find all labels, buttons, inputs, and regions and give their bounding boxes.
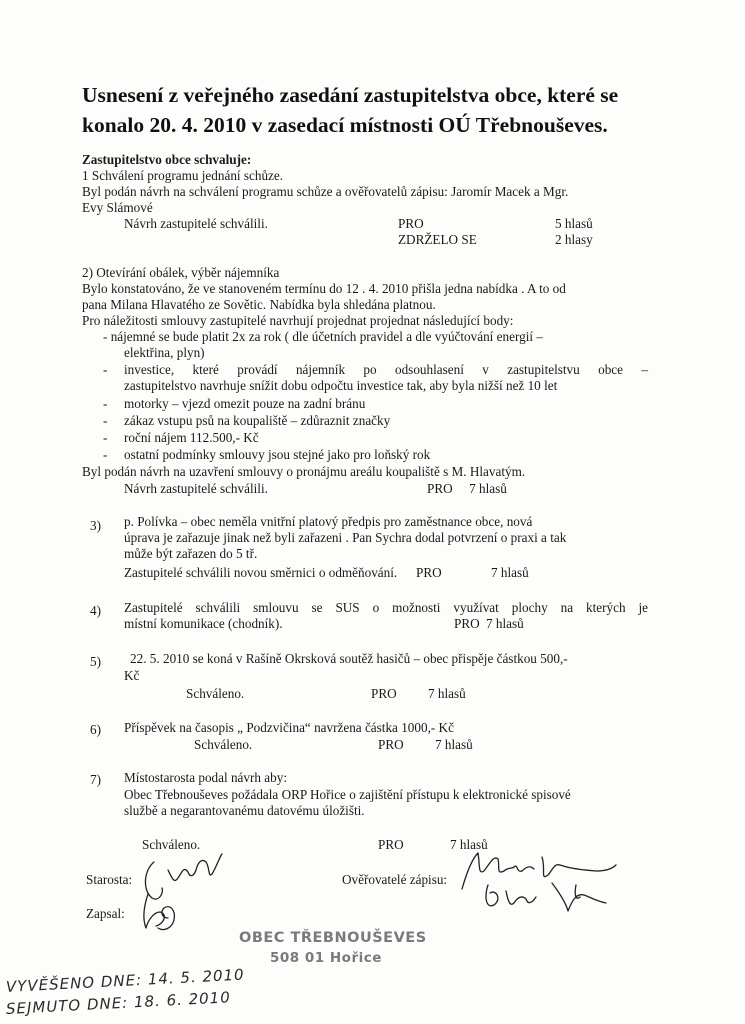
- item2-bullet-5: roční nájem 112.500,- Kč: [124, 430, 259, 445]
- item3-line2: úprava je zařazuje jinak než byli zařazeni . Pan Sychra dodal potvrzení o praxi a tak: [124, 530, 567, 545]
- item4-vote-label: PRO: [454, 616, 480, 631]
- item1-vote-pro-value: 5 hlasů: [555, 216, 593, 231]
- item2-bullet-4: zákaz vstupu psů na koupaliště – zdůraznit značky: [124, 413, 391, 428]
- bullet-dash: -: [103, 430, 108, 445]
- item3-vote-label: PRO: [416, 565, 442, 580]
- item6-vote-value: 7 hlasů: [435, 737, 473, 752]
- item2-line1: Bylo konstatováno, že ve stanoveném termínu do 12 . 4. 2010 přišla jedna nabídka . A to od: [82, 281, 566, 296]
- item2-vote: PRO 7 hlasů: [427, 481, 507, 496]
- item5-vote-label: PRO: [371, 686, 397, 701]
- item4-number: 4): [90, 603, 101, 618]
- mayor-label: Starosta:: [86, 872, 133, 887]
- item7-vote-label: PRO: [378, 837, 404, 852]
- item4-line1: Zastupitelé schválili smlouvu se SUS o možnosti využívat plochy na kterých je: [124, 600, 648, 615]
- verifiers-label: Ověřovatelé zápisu:: [342, 872, 448, 887]
- handwritten-removed-date: SEJMUTO DNE: 18. 6. 2010: [5, 988, 232, 1018]
- item2-title: 2) Otevírání obálek, výběr nájemníka: [82, 265, 280, 280]
- section-heading: Zastupitelstvo obce schvaluje:: [82, 152, 252, 167]
- item6-line1: Příspěvek na časopis „ Podzvičina“ navržena částka 1000,- Kč: [124, 720, 454, 735]
- stamp-line-2: 508 01 Hořice: [270, 950, 382, 966]
- item3-vote-value: 7 hlasů: [491, 565, 529, 580]
- item2-approved: Návrh zastupitelé schválili.: [124, 481, 268, 496]
- item2-bullet-1-line1: - nájemné se bude platit 2x za rok ( dle účetních pravidel a dle vyúčtování energií –: [103, 329, 543, 344]
- item1-vote-abstain-label: ZDRŽELO SE: [398, 232, 477, 247]
- item2-bullet-2-line2: zastupitelstvo navrhuje snížit dobu odpočtu investice tak, aby byla nižší než 10 let: [124, 378, 558, 393]
- item7-number: 7): [90, 772, 101, 787]
- item6-vote-label: PRO: [378, 737, 404, 752]
- item7-line2: Obec Třebnouševes požádala ORP Hořice o zajištění přístupu k elektronické spisové: [124, 787, 571, 802]
- recorder-label: Zapsal:: [86, 906, 125, 921]
- item2-bullet-2-line1: investice, které provádí nájemník po odsouhlasení v zastupitelstvu obce –: [124, 362, 648, 377]
- item1-approved: Návrh zastupitelé schválili.: [124, 216, 268, 231]
- item7-approved: Schváleno.: [142, 837, 201, 852]
- handwritten-posted-date: VYVĚŠENO DNE: 14. 5. 2010: [5, 965, 246, 996]
- item5-line1: 22. 5. 2010 se koná v Rašíně Okrsková soutěž hasičů – obec přispěje částkou 500,-: [130, 651, 568, 666]
- item5-number: 5): [90, 654, 101, 669]
- bullet-dash: -: [103, 447, 108, 462]
- item6-number: 6): [90, 722, 101, 737]
- title-line-2: konalo 20. 4. 2010 v zasedací místnosti OÚ Třebnouševes.: [82, 113, 608, 137]
- item3-line3: může být zařazen do 5 tř.: [124, 546, 258, 561]
- item1-text-line1: Byl podán návrh na schválení programu schůze a ověřovatelů zápisu: Jaromír Macek a Mgr.: [82, 184, 569, 199]
- item5-vote-value: 7 hlasů: [428, 686, 466, 701]
- item6-approved: Schváleno.: [194, 737, 253, 752]
- item1-vote-abstain-value: 2 hlasy: [555, 232, 593, 247]
- item1-text-line2: Evy Slámové: [82, 200, 153, 215]
- item7-vote-value: 7 hlasů: [450, 837, 488, 852]
- title-line-1: Usnesení z veřejného zasedání zastupitelstva obce, které se: [82, 83, 619, 107]
- item1-title: 1 Schválení programu jednání schůze.: [82, 168, 284, 183]
- bullet-dash: -: [103, 396, 108, 411]
- recorder-signature: [134, 888, 184, 938]
- item7-line1: Místostarosta podal návrh aby:: [124, 770, 287, 785]
- item5-line2: Kč: [124, 668, 140, 683]
- item2-bullet-6: ostatní podmínky smlouvy jsou stejné jako pro loňský rok: [124, 447, 431, 462]
- item2-bullet-1-line2: elektřina, plyn): [124, 345, 205, 360]
- item3-number: 3): [90, 518, 101, 533]
- item7-line3: službě a negarantovanému datovému úložišti.: [124, 803, 365, 818]
- item2-closing: Byl podán návrh na uzavření smlouvy o pronájmu areálu koupaliště s M. Hlavatým.: [82, 464, 526, 479]
- item3-line1: p. Polívka – obec neměla vnitřní platový předpis pro zaměstnance obce, nová: [124, 514, 533, 529]
- verifiers-signatures: [456, 845, 636, 925]
- item1-vote-pro-label: PRO: [398, 216, 424, 231]
- item3-line4: Zastupitelé schválili novou směrnici o odměňování.: [124, 565, 398, 580]
- item2-bullet-3: motorky – vjezd omezit pouze na zadní bránu: [124, 396, 366, 411]
- item2-line3: Pro náležitosti smlouvy zastupitelé navrhují projednat projednat následující body:: [82, 313, 514, 328]
- stamp-line-1: OBEC TŘEBNOUŠEVES: [239, 930, 427, 946]
- item2-line2: pana Milana Hlavatého ze Sovětic. Nabídka byla shledána platnou.: [82, 297, 436, 312]
- bullet-dash: -: [103, 362, 108, 377]
- item4-line2: místní komunikace (chodník).: [124, 616, 283, 631]
- item4-vote-value: 7 hlasů: [486, 616, 524, 631]
- bullet-dash: -: [103, 413, 108, 428]
- item5-approved: Schváleno.: [186, 686, 245, 701]
- document-title: [82, 80, 682, 140]
